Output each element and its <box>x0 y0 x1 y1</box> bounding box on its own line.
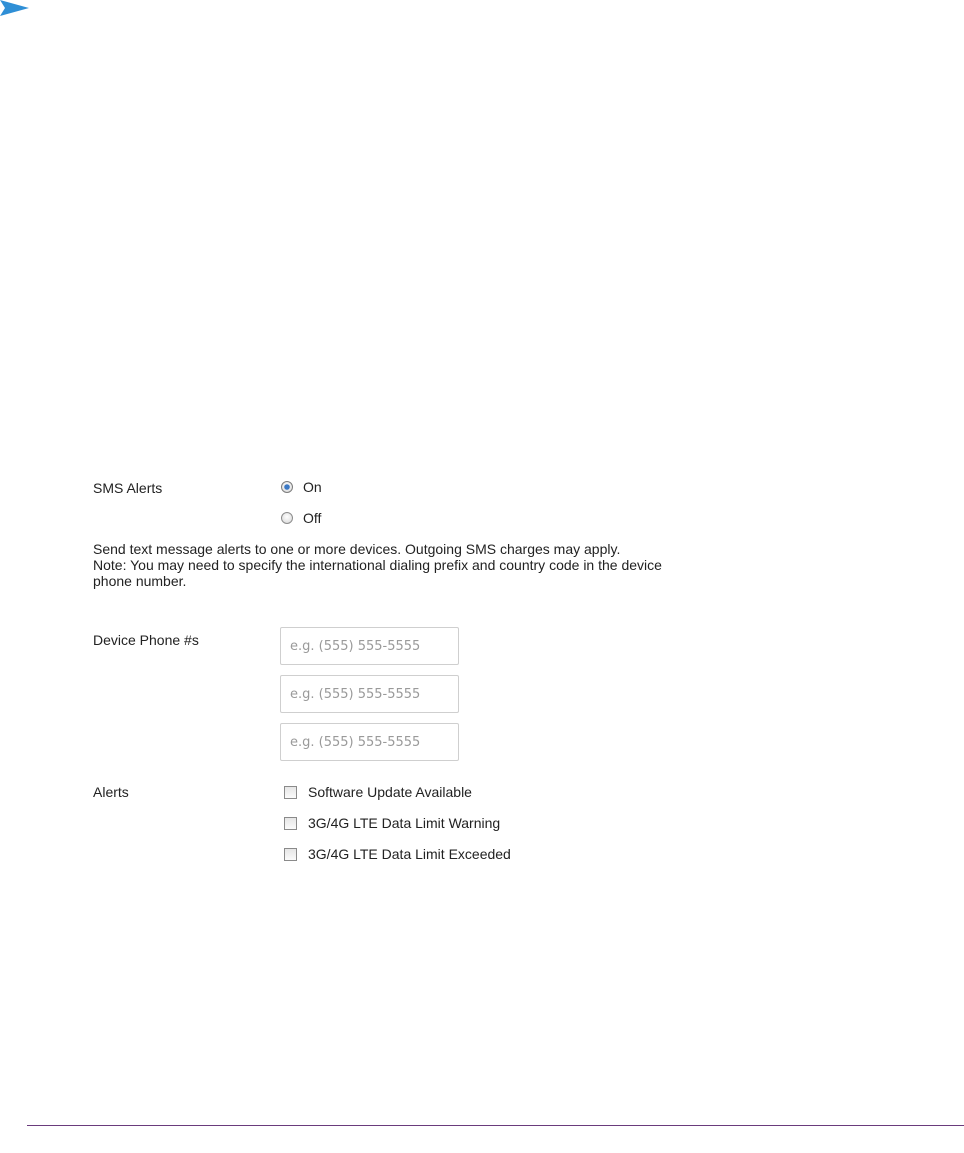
checkbox-icon[interactable] <box>284 817 297 830</box>
alert-data-limit-exceeded[interactable] <box>284 845 511 863</box>
page-corner-arrow-icon <box>0 0 30 16</box>
description-line-1: Send text message alerts to one or more devices. Outgoing SMS charges may apply. <box>93 541 621 557</box>
footer-divider <box>27 1125 964 1126</box>
device-phone-input-3[interactable] <box>280 723 459 761</box>
sms-alerts-on-option[interactable] <box>281 478 322 496</box>
description-line-3: phone number. <box>93 573 187 589</box>
alert-software-update-label: Software Update Available <box>308 784 472 800</box>
radio-selected-icon[interactable] <box>281 481 293 493</box>
alerts-label: Alerts <box>93 784 129 800</box>
sms-alerts-on-label: On <box>303 479 322 495</box>
sms-alerts-label: SMS Alerts <box>93 480 163 496</box>
sms-alerts-off-label: Off <box>303 510 322 526</box>
checkbox-icon[interactable] <box>284 848 297 861</box>
alert-data-limit-warning-label: 3G/4G LTE Data Limit Warning <box>308 815 501 831</box>
alert-data-limit-exceeded-label: 3G/4G LTE Data Limit Exceeded <box>308 846 511 862</box>
alert-software-update[interactable] <box>284 783 472 801</box>
alert-data-limit-warning[interactable] <box>284 814 500 832</box>
radio-unselected-icon[interactable] <box>281 512 293 524</box>
device-phone-input-2[interactable] <box>280 675 459 713</box>
device-phones-label: Device Phone #s <box>93 632 199 648</box>
device-phone-input-1[interactable] <box>280 627 459 665</box>
sms-alerts-off-option[interactable] <box>281 509 321 527</box>
sms-description <box>93 541 753 589</box>
description-line-2: Note: You may need to specify the international dialing prefix and country code in the device <box>93 557 662 573</box>
checkbox-icon[interactable] <box>284 786 297 799</box>
